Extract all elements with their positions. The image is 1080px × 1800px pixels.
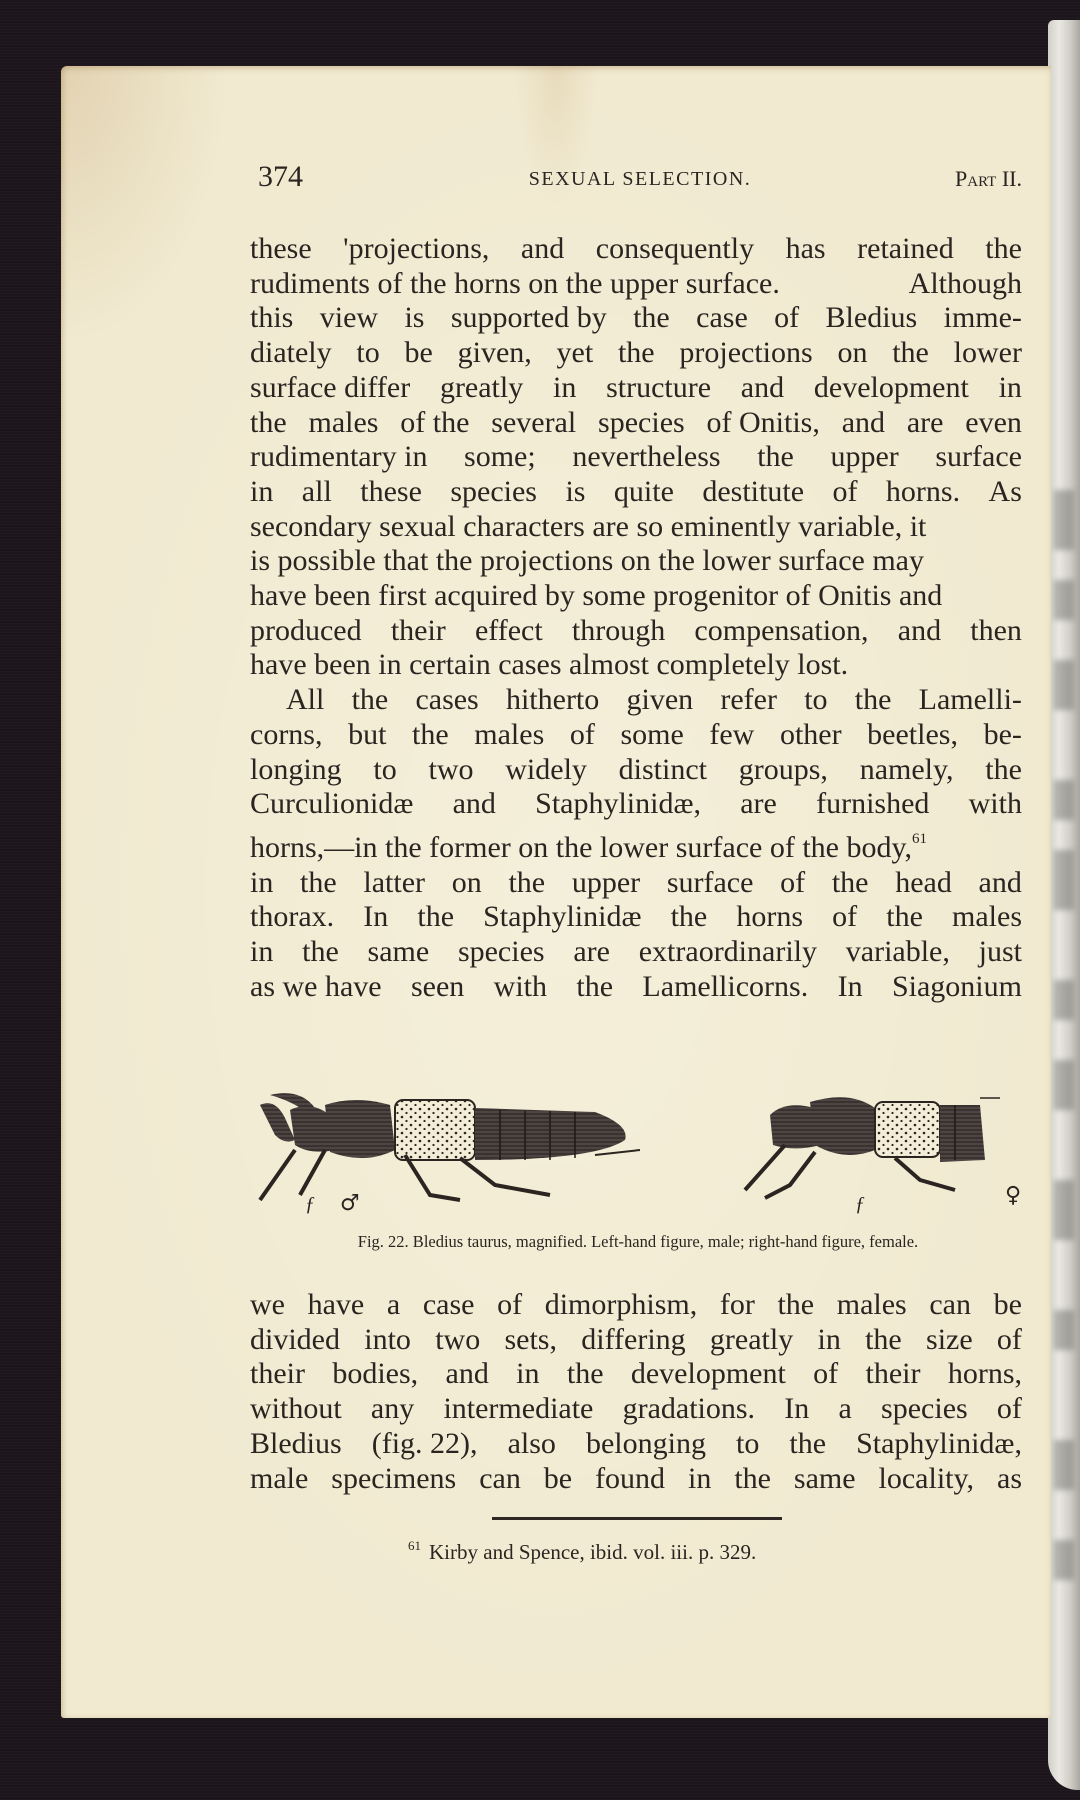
word: rudimentary in (250, 440, 428, 474)
word: the (831, 865, 869, 899)
word: horns (736, 900, 804, 934)
word: on (451, 865, 482, 899)
text-line (250, 935, 1022, 970)
engraver-mark-left: ƒ (305, 1193, 315, 1215)
word: (fig. 22), (371, 1426, 478, 1460)
word: divided (250, 1322, 340, 1356)
word: be (543, 1461, 573, 1495)
word: has (785, 232, 826, 265)
word: of the (400, 405, 470, 439)
word: distinct (618, 752, 708, 786)
text-line (250, 648, 1022, 683)
word: the (886, 900, 923, 934)
word: and (897, 613, 942, 647)
word: same (793, 1461, 856, 1495)
book-page-edges (1048, 20, 1080, 1790)
text-line (250, 866, 1022, 901)
word: is (565, 474, 586, 508)
figure-caption: Fig. 22. Bledius taurus, magnified. Left-hand figure, male; right-hand figure, female. (357, 1232, 919, 1251)
word: the (617, 336, 655, 370)
word: of (996, 1392, 1022, 1426)
word: of (832, 900, 858, 934)
word: furnished (816, 787, 930, 821)
word: the (757, 440, 794, 474)
word: view (319, 301, 379, 335)
word: a (838, 1392, 852, 1426)
text-line (250, 301, 1022, 336)
word: compensation, (694, 613, 869, 647)
word: to (804, 683, 828, 717)
word: greatly (439, 370, 524, 404)
male-symbol: ♂ (340, 1191, 360, 1216)
word: longing (250, 752, 342, 786)
word: in (998, 370, 1022, 404)
text-line (250, 544, 1022, 579)
word: Staphylinidæ, (856, 1426, 1022, 1460)
word: differing (581, 1322, 686, 1356)
word: quite (613, 474, 674, 508)
word: as (997, 1461, 1022, 1495)
word: Siagonium (891, 969, 1022, 1003)
word: given (626, 683, 694, 717)
word: nevertheless (572, 440, 721, 474)
word: with (493, 969, 548, 1003)
word: and (445, 1357, 489, 1391)
word: specimens (331, 1461, 457, 1495)
text-line (250, 336, 1022, 371)
word: development (813, 370, 969, 404)
text-line (250, 371, 1022, 406)
word: males (474, 717, 545, 751)
word: on (837, 336, 868, 370)
word: some (620, 717, 684, 751)
footnote-reference[interactable]: 61 (912, 830, 928, 847)
word: upper (830, 440, 899, 474)
word: corns, (250, 717, 323, 751)
female-beetle-drawing (745, 1097, 1000, 1198)
paragraph (250, 232, 1022, 683)
word: in (552, 370, 577, 404)
word: Bledius (825, 301, 918, 335)
word: projections (679, 336, 813, 370)
footnote (408, 1538, 756, 1565)
word: of (813, 1357, 839, 1391)
word: species (598, 405, 685, 439)
word: thorax. (250, 900, 335, 934)
word: lower (953, 336, 1022, 370)
footnote-divider (492, 1517, 782, 1520)
word: their (390, 613, 446, 647)
word: Bledius (250, 1426, 342, 1460)
word: surface differ (250, 370, 411, 404)
word: surface (935, 440, 1022, 474)
word: the (633, 301, 670, 335)
text-line (250, 718, 1022, 753)
word: are (740, 787, 777, 821)
text-line (250, 900, 1022, 935)
word: Although (908, 266, 1022, 300)
word: horns. (885, 474, 961, 508)
word: case (696, 301, 748, 335)
running-title: SEXUAL SELECTION. (528, 168, 752, 190)
word: males (308, 405, 379, 439)
word: of (780, 865, 806, 899)
word: latter (363, 865, 426, 899)
word: and (978, 865, 1022, 899)
word: into (364, 1322, 411, 1356)
word: can (479, 1461, 521, 1495)
text-line (250, 579, 1022, 614)
word: in (250, 865, 274, 899)
word: male (250, 1461, 309, 1495)
word: are (906, 405, 944, 439)
word: any (370, 1392, 415, 1426)
text-line (250, 1357, 1022, 1392)
word: Staphylinidæ, (535, 787, 701, 821)
engraver-mark-right: ƒ (855, 1193, 865, 1215)
word: and (452, 787, 496, 821)
word: the (985, 232, 1022, 265)
word: yet (556, 336, 594, 370)
word: two (435, 1322, 481, 1356)
beetle-illustration (255, 1090, 1025, 1220)
text-line (250, 406, 1022, 441)
word: is possible that the projections on the lower surface may (250, 544, 924, 578)
footnote-number: 61 (408, 1538, 421, 1553)
word: have (307, 1288, 365, 1321)
word: All (286, 683, 325, 717)
word: In (363, 900, 389, 934)
female-symbol: ♀ (1005, 1183, 1022, 1208)
word: few (709, 717, 755, 751)
word: namely, (859, 752, 954, 786)
part-label: Part II. (955, 166, 1022, 191)
word: given, (457, 336, 532, 370)
word: horns, (947, 1357, 1022, 1391)
word: the (412, 717, 449, 751)
word: other (779, 717, 842, 751)
word: dimorphism, (544, 1288, 698, 1321)
word: the (985, 752, 1022, 786)
word: their (250, 1357, 305, 1391)
word: the (300, 865, 337, 899)
word: to (356, 336, 380, 370)
word: the (789, 1426, 827, 1460)
word: the (734, 1461, 771, 1495)
word: horns,—in the former on the lower surface of the body,$^{61}$ (250, 830, 928, 864)
word: be (993, 1288, 1022, 1321)
word: groups, (738, 752, 828, 786)
word: structure (606, 370, 712, 404)
word: refer (720, 683, 777, 717)
word: two (428, 752, 474, 786)
page-number: 374 (258, 160, 303, 193)
paragraph (250, 683, 1022, 1004)
male-beetle-drawing (260, 1093, 640, 1200)
word: even (965, 405, 1022, 439)
word: In (784, 1392, 810, 1426)
word: the (250, 405, 287, 439)
paragraph (250, 1288, 1022, 1496)
text-block-lower (250, 1288, 1022, 1496)
word: through (571, 613, 666, 647)
word: is (404, 301, 425, 335)
word: 'projections, (343, 232, 490, 265)
text-line (250, 1462, 1022, 1497)
word: the (854, 683, 892, 717)
word: the (566, 1357, 604, 1391)
word: In (837, 969, 863, 1003)
word: the (576, 969, 614, 1003)
word: also (507, 1426, 556, 1460)
text-line (250, 510, 1022, 545)
word: greatly (709, 1322, 794, 1356)
word: have been in certain cases almost completely lost. (250, 648, 849, 682)
word: in (250, 935, 274, 969)
word: have been first acquired by some progenitor of Onitis and (250, 579, 943, 613)
word: species (450, 474, 537, 508)
word: males (952, 900, 1022, 934)
text-line (250, 1288, 1022, 1323)
word: be (404, 336, 433, 370)
word: same (367, 935, 430, 969)
word: widely (505, 752, 587, 786)
text-line (250, 267, 1022, 302)
word: to (373, 752, 397, 786)
text-line (250, 1323, 1022, 1358)
word: and (841, 405, 886, 439)
word: effect (474, 613, 543, 647)
word: a (386, 1288, 401, 1321)
text-line (250, 614, 1022, 649)
text-line (250, 232, 1022, 267)
word: As (988, 474, 1022, 508)
page-header (258, 160, 1022, 200)
word: diately (250, 336, 332, 370)
word: in (250, 474, 274, 508)
word: in (516, 1357, 540, 1391)
word: Lamelli- (918, 683, 1022, 717)
figure-22 (255, 1090, 1025, 1220)
word: this (250, 301, 294, 335)
word: their (865, 1357, 921, 1391)
word: sets, (504, 1322, 557, 1356)
word: Staphylinidæ (483, 900, 642, 934)
text-line (250, 475, 1022, 510)
word: all (301, 474, 332, 508)
word: males (836, 1288, 907, 1321)
word: locality, (878, 1461, 975, 1495)
text-block-upper (250, 232, 1022, 1004)
word: are (573, 935, 610, 969)
text-line (250, 1427, 1022, 1462)
word: Curculionidæ (250, 787, 414, 821)
word: the (892, 336, 929, 370)
word: hitherto (505, 683, 600, 717)
word: retained (857, 232, 954, 265)
word: some; (464, 440, 536, 474)
word: can (929, 1288, 971, 1321)
word: the (351, 683, 389, 717)
word: of (832, 474, 858, 508)
word: the (302, 935, 339, 969)
text-line (250, 440, 1022, 475)
word: of (497, 1288, 523, 1321)
word: upper (571, 865, 641, 899)
word: in (817, 1322, 841, 1356)
text-line (250, 683, 1022, 718)
text-line (250, 822, 1022, 866)
word: of (996, 1322, 1022, 1356)
word: these (250, 232, 312, 265)
word: be- (983, 717, 1022, 751)
word: of (569, 717, 595, 751)
word: extraordinarily (638, 935, 817, 969)
word: and (740, 370, 785, 404)
word: surface (666, 865, 754, 899)
word: rudiments of the horns on the upper surface. (250, 266, 780, 300)
text-line (250, 787, 1022, 822)
word: without (250, 1392, 342, 1426)
word: intermediate (443, 1392, 594, 1426)
text-line (250, 970, 1022, 1005)
word: beetles, (867, 717, 958, 751)
word: just (978, 935, 1022, 969)
word: secondary sexual characters are so eminently variable, it (250, 509, 927, 543)
word: destitute (702, 474, 805, 508)
word: case (422, 1288, 475, 1321)
word: species (881, 1392, 968, 1426)
word: gradations. (622, 1392, 756, 1426)
word: cases (415, 683, 479, 717)
word: species (457, 935, 545, 969)
word: for (719, 1288, 755, 1321)
word: in (688, 1461, 712, 1495)
word: the (865, 1322, 902, 1356)
word: head (895, 865, 952, 899)
word: found (595, 1461, 666, 1495)
word: Lamellicorns. (642, 969, 809, 1003)
word: the (508, 865, 546, 899)
text-line (250, 1392, 1022, 1427)
word: the (777, 1288, 815, 1321)
word: as we have (250, 969, 382, 1003)
word: to (736, 1426, 760, 1460)
word: seen (410, 969, 465, 1003)
word: size (926, 1322, 973, 1356)
word: and (520, 232, 565, 265)
word: several (491, 405, 577, 439)
word: produced (250, 613, 362, 647)
word: development (630, 1357, 786, 1391)
word: supported by (450, 301, 607, 335)
word: these (360, 474, 422, 508)
word: variable, (845, 935, 950, 969)
word: imme- (943, 301, 1022, 335)
word: then (970, 613, 1022, 647)
word: we (250, 1288, 285, 1321)
word: of (774, 301, 800, 335)
footnote-text: Kirby and Spence, ibid. vol. iii. p. 329. (429, 1540, 757, 1564)
word: consequently (595, 232, 755, 265)
word: but (348, 717, 387, 751)
word: with (968, 787, 1022, 821)
word: of Onitis, (706, 405, 820, 439)
text-line (250, 753, 1022, 788)
word: the (670, 900, 708, 934)
word: bodies, (332, 1357, 419, 1391)
word: belonging (585, 1426, 706, 1460)
word: the (417, 900, 455, 934)
